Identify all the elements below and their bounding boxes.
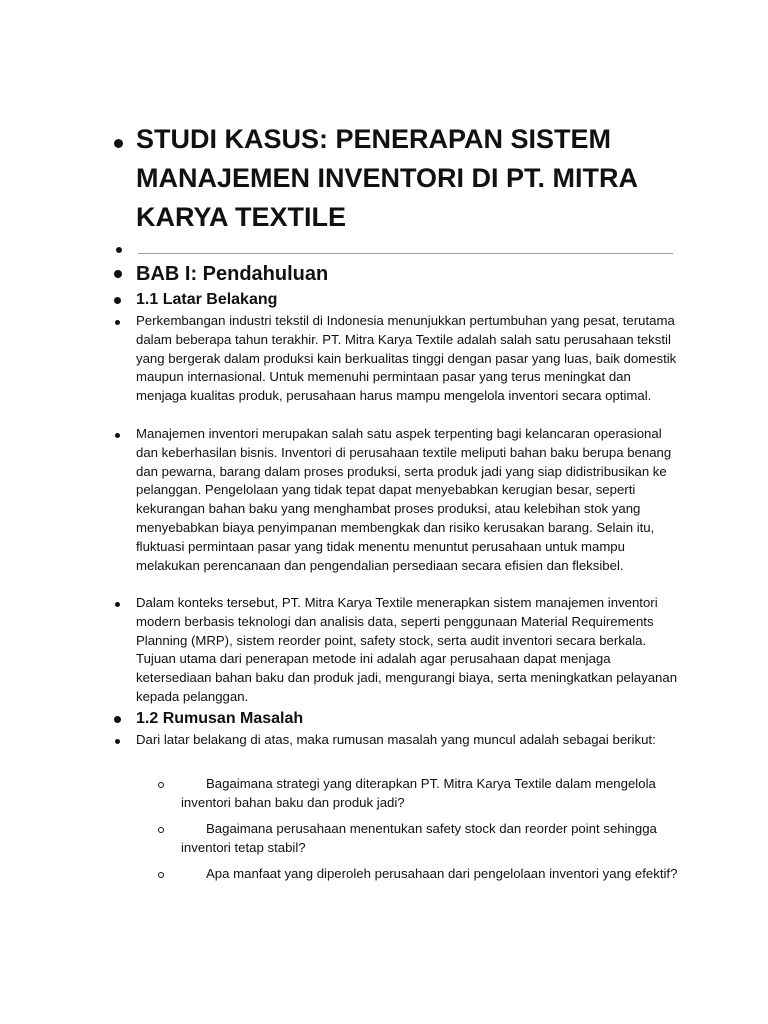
paragraph: Dalam konteks tersebut, PT. Mitra Karya Textile menerapkan sistem manajemen inventori modern berbasis teknologi dan analisis data, seperti penggunaan Material Requirements Planning (MRP), sistem reorder point, safety stock, serta audit inventori secara berkala. Tujuan utama dari penerapan metode ini adalah agar perusahaan dapat menjaga ketersediaan bahan baku dan produk jadi, mengurangi biaya, serta meningkatkan pelayanan kepada pelanggan.	[136, 595, 678, 704]
section-heading-latar-belakang: 1.1 Latar Belakang	[136, 291, 278, 308]
horizontal-rule	[138, 253, 673, 254]
paragraph: Dari latar belakang di atas, maka rumusan masalah yang muncul adalah sebagai berikut:	[136, 732, 656, 747]
bullet-icon	[114, 139, 123, 148]
document-title: STUDI KASUS: PENERAPAN SISTEM MANAJEMEN INVENTORI DI PT. MITRA KARYA TEXTILE	[136, 124, 638, 232]
list-item: Bagaimana perusahaan menentukan safety stock dan reorder point sehingga inventori tetap stabil?	[181, 821, 657, 855]
bullet-icon	[115, 433, 120, 438]
chapter-heading: BAB I: Pendahuluan	[136, 263, 329, 285]
hollow-bullet-icon	[158, 872, 164, 878]
bullet-icon	[115, 739, 120, 744]
bullet-icon	[114, 270, 122, 278]
list-item: Bagaimana strategi yang diterapkan PT. Mitra Karya Textile dalam mengelola inventori bahan baku dan produk jadi?	[181, 776, 656, 810]
bullet-icon	[114, 297, 121, 304]
hollow-bullet-icon	[158, 782, 164, 788]
bullet-icon	[115, 602, 120, 607]
bullet-icon	[114, 716, 121, 723]
section-heading-rumusan-masalah: 1.2 Rumusan Masalah	[136, 710, 304, 727]
bullet-icon	[115, 320, 120, 325]
paragraph: Manajemen inventori merupakan salah satu aspek terpenting bagi kelancaran operasional dan keberhasilan bisnis. Inventori di perusahaan textile meliputi bahan baku berupa benang dan pewarna, barang dalam proses produksi, serta produk jadi yang siap didistribusikan ke pelanggan. Pengelolaan yang tidak tepat dapat menyebabkan kerugian besar, seperti kekurangan bahan baku yang menghambat proses produksi, atau kelebihan stok yang menyebabkan biaya penyimpanan membengkak dan risiko kerusakan barang. Selain itu, fluktuasi permintaan pasar yang tidak menentu menuntut perusahaan untuk mampu melakukan perencanaan dan pengendalian persediaan secara efisien dan fleksibel.	[136, 426, 672, 573]
paragraph: Perkembangan industri tekstil di Indonesia menunjukkan pertumbuhan yang pesat, terutama dalam beberapa tahun terakhir. PT. Mitra Karya Textile adalah salah satu perusahaan tekstil yang bergerak dalam produksi kain berkualitas tinggi dengan pasar yang luas, baik domestik maupun internasional. Untuk memenuhi permintaan pasar yang terus meningkat dan menjaga kualitas produk, perusahaan harus mampu mengelola inventori secara optimal.	[136, 313, 677, 404]
list-item: Apa manfaat yang diperoleh perusahaan dari pengelolaan inventori yang efektif?	[206, 866, 678, 881]
bullet-icon	[116, 247, 122, 253]
hollow-bullet-icon	[158, 827, 164, 833]
